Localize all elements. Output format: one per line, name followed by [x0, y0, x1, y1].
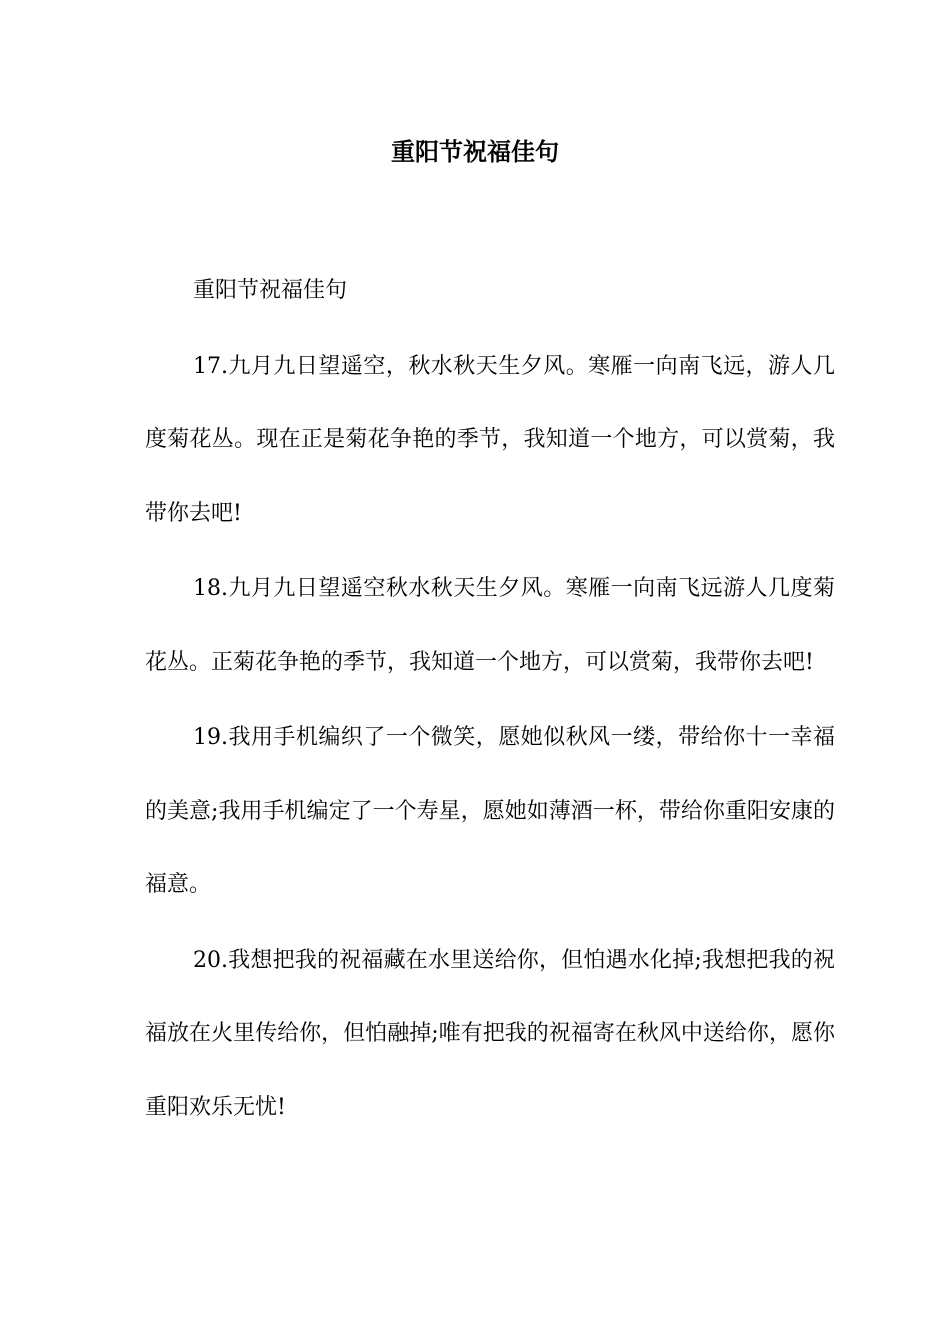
paragraph-17: 17.九月九日望遥空，秋水秋天生夕风。寒雁一向南飞远，游人几度菊花丛。现在正是菊花争艳的季节，我知道一个地方，可以赏菊，我带你去吧!	[145, 353, 835, 526]
document-body	[145, 254, 835, 1146]
paragraph-20: 20.我想把我的祝福藏在水里送给你，但怕遇水化掉;我想把我的祝福放在火里传给你，但怕融掉;唯有把我的祝福寄在秋风中送给你，愿你重阳欢乐无忧!	[145, 947, 835, 1120]
page-title: 重阳节祝福佳句	[391, 137, 559, 166]
paragraph-18: 18.九月九日望遥空秋水秋天生夕风。寒雁一向南飞远游人几度菊花丛。正菊花争艳的季节，我知道一个地方，可以赏菊，我带你去吧!	[145, 576, 835, 675]
paragraph-19: 19.我用手机编织了一个微笑，愿她似秋风一缕，带给你十一幸福的美意;我用手机编定了一个寿星，愿她如薄酒一杯，带给你重阳安康的福意。	[145, 725, 835, 897]
subtitle-paragraph: 重阳节祝福佳句	[193, 278, 348, 303]
